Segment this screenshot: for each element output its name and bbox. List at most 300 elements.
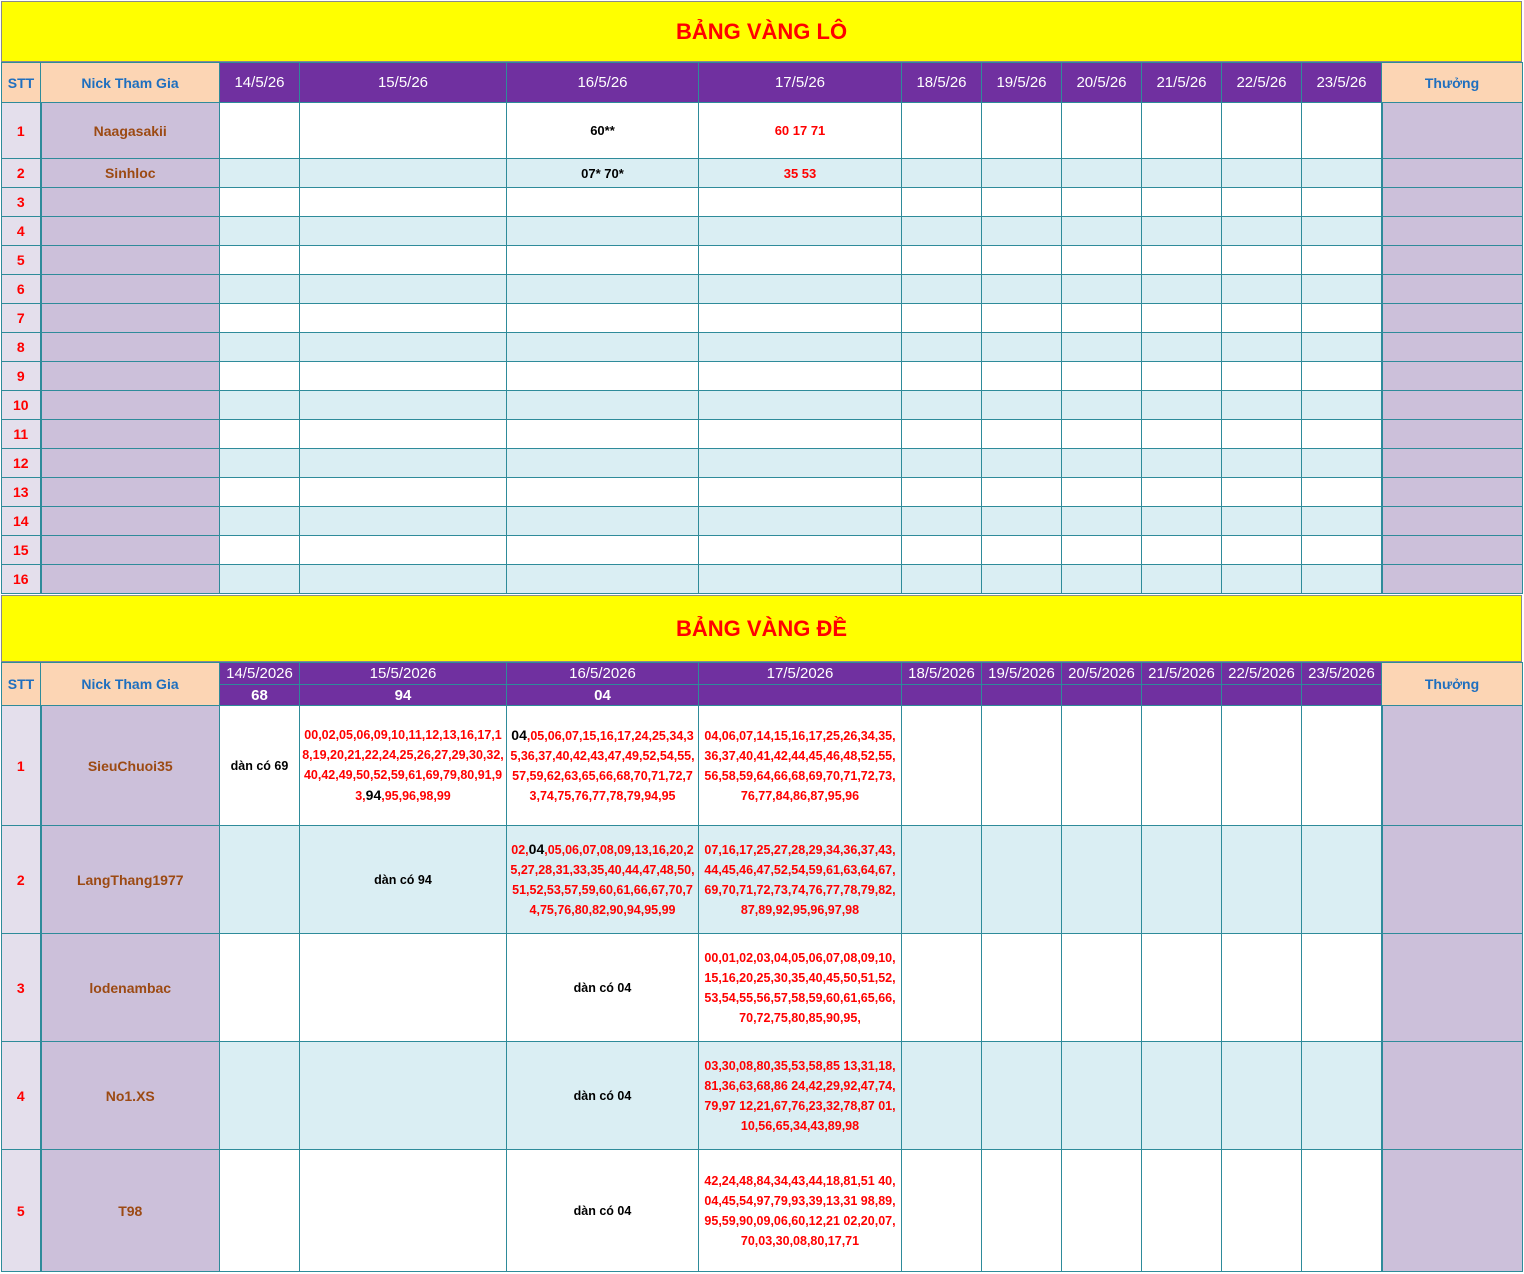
de-cell[interactable] (902, 934, 982, 1042)
de-cell[interactable] (1302, 1150, 1382, 1272)
lo-row-reward[interactable] (1382, 565, 1523, 594)
de-cell[interactable] (699, 1150, 902, 1272)
de-row (2, 934, 1523, 1042)
lo-cell[interactable] (1062, 333, 1142, 362)
de-cell[interactable] (1062, 826, 1142, 934)
de-header-date: 23/5/2026 (1302, 663, 1382, 685)
lo-cell[interactable] (982, 565, 1062, 594)
lo-cell[interactable] (300, 159, 507, 188)
de-row-reward[interactable] (1382, 1150, 1523, 1272)
de-cell[interactable] (982, 706, 1062, 826)
lo-row-stt: 4 (2, 217, 41, 246)
lo-cell[interactable] (300, 217, 507, 246)
lo-cell[interactable] (699, 507, 902, 536)
lo-cell[interactable] (699, 420, 902, 449)
de-header-date: 15/5/2026 (300, 663, 507, 685)
lo-title-text: BẢNG VÀNG LÔ (675, 18, 848, 44)
lo-cell[interactable] (1302, 275, 1382, 304)
lo-cell[interactable] (300, 246, 507, 275)
lo-cell[interactable] (300, 103, 507, 159)
lo-cell[interactable] (1062, 103, 1142, 159)
de-cell[interactable] (1142, 1042, 1222, 1150)
lo-cell[interactable] (699, 362, 902, 391)
de-cell[interactable] (902, 826, 982, 934)
de-cell[interactable] (699, 706, 902, 826)
lo-cell[interactable] (300, 362, 507, 391)
lo-cell[interactable] (1222, 246, 1302, 275)
de-header-date: 16/5/2026 (507, 663, 699, 685)
lo-cell[interactable] (1222, 391, 1302, 420)
lo-cell[interactable] (982, 507, 1062, 536)
lo-table (1, 62, 1523, 594)
de-cell[interactable] (507, 706, 699, 826)
de-cell[interactable] (300, 934, 507, 1042)
lo-cell[interactable] (1302, 304, 1382, 333)
lo-cell[interactable] (220, 159, 300, 188)
lo-row-stt: 14 (2, 507, 41, 536)
lo-row (2, 449, 1523, 478)
lo-cell[interactable] (220, 304, 300, 333)
lo-cell[interactable] (902, 478, 982, 507)
lo-cell[interactable] (1222, 103, 1302, 159)
lo-cell[interactable] (220, 536, 300, 565)
lo-cell[interactable] (1302, 536, 1382, 565)
de-header-date: 22/5/2026 (1222, 663, 1302, 685)
lo-row-nick (41, 391, 220, 420)
lo-cell[interactable] (1222, 159, 1302, 188)
de-cell[interactable] (300, 1042, 507, 1150)
lo-cell[interactable] (220, 565, 300, 594)
lo-row-stt: 9 (2, 362, 41, 391)
lo-cell[interactable] (982, 217, 1062, 246)
de-result-value (699, 685, 902, 706)
de-cell[interactable] (300, 1150, 507, 1272)
lo-cell[interactable] (300, 420, 507, 449)
lo-cell[interactable] (982, 159, 1062, 188)
de-cell[interactable] (1062, 1150, 1142, 1272)
lo-cell[interactable] (982, 449, 1062, 478)
lo-cell[interactable] (1062, 507, 1142, 536)
lo-cell[interactable] (1222, 449, 1302, 478)
lo-row-nick (41, 449, 220, 478)
lo-cell[interactable] (507, 188, 699, 217)
de-row-reward[interactable] (1382, 1042, 1523, 1150)
lo-cell[interactable] (507, 304, 699, 333)
lo-cell[interactable] (902, 565, 982, 594)
lo-cell[interactable] (220, 362, 300, 391)
de-cell-text: 00,01,02,03,04,05,06,07,08,09,10,15,16,20,25,30,35,40,45,50,51,52,53,54,55,56,57,58,59,60,61,65,66,70,72,75,80,85,90,95, (704, 950, 896, 1025)
lo-row-stt: 1 (2, 103, 41, 159)
de-cell[interactable] (1222, 706, 1302, 826)
lo-cell[interactable] (300, 275, 507, 304)
lo-cell[interactable] (1302, 333, 1382, 362)
lo-row (2, 420, 1523, 449)
lo-cell[interactable] (300, 536, 507, 565)
lo-row-reward[interactable] (1382, 246, 1523, 275)
lo-row-reward[interactable] (1382, 507, 1523, 536)
lo-cell[interactable] (982, 246, 1062, 275)
lo-header-date: 14/5/26 (220, 63, 300, 103)
lo-cell[interactable] (902, 449, 982, 478)
lo-cell[interactable] (1142, 275, 1222, 304)
lo-cell[interactable] (699, 333, 902, 362)
lo-cell[interactable] (1062, 391, 1142, 420)
lo-cell[interactable] (1062, 159, 1142, 188)
lo-cell[interactable] (699, 188, 902, 217)
lo-cell[interactable] (507, 333, 699, 362)
lo-cell[interactable] (699, 449, 902, 478)
lo-cell[interactable] (1302, 420, 1382, 449)
lo-cell[interactable] (1222, 565, 1302, 594)
lo-cell[interactable] (1222, 304, 1302, 333)
de-cell[interactable] (507, 826, 699, 934)
lo-header-date: 15/5/26 (300, 63, 507, 103)
lo-cell[interactable] (1302, 188, 1382, 217)
de-cell[interactable] (1222, 1042, 1302, 1150)
lo-cell[interactable] (1302, 565, 1382, 594)
lo-cell[interactable] (1222, 536, 1302, 565)
lo-cell[interactable] (1142, 333, 1222, 362)
de-cell[interactable] (1142, 826, 1222, 934)
de-cell[interactable] (1302, 706, 1382, 826)
de-row-reward[interactable] (1382, 826, 1523, 934)
de-row (2, 706, 1523, 826)
de-cell[interactable] (220, 826, 300, 934)
lo-cell[interactable] (1062, 275, 1142, 304)
lo-cell[interactable] (507, 391, 699, 420)
de-cell[interactable] (982, 934, 1062, 1042)
lo-cell[interactable] (982, 420, 1062, 449)
lo-row (2, 565, 1523, 594)
lo-cell[interactable] (902, 246, 982, 275)
de-result-value (1302, 685, 1382, 706)
de-cell[interactable] (699, 826, 902, 934)
de-header-row (2, 663, 1523, 685)
lo-cell[interactable] (1142, 536, 1222, 565)
lo-cell[interactable] (300, 333, 507, 362)
lo-cell[interactable] (982, 478, 1062, 507)
lo-header-date: 17/5/26 (699, 63, 902, 103)
de-cell-text: dàn có 94 (374, 872, 432, 887)
lo-row-nick (41, 420, 220, 449)
lo-row-reward[interactable] (1382, 449, 1523, 478)
de-row-nick: SieuChuoi35 (41, 706, 220, 826)
lo-cell[interactable] (507, 275, 699, 304)
lo-cell[interactable] (507, 362, 699, 391)
de-cell[interactable] (507, 1150, 699, 1272)
lo-row (2, 391, 1523, 420)
de-cell[interactable] (220, 1042, 300, 1150)
lo-row (2, 159, 1523, 188)
lo-cell[interactable] (1142, 420, 1222, 449)
lo-cell[interactable] (1302, 246, 1382, 275)
lo-cell[interactable] (507, 103, 699, 159)
lo-cell[interactable] (220, 275, 300, 304)
lo-cell[interactable] (1302, 391, 1382, 420)
lo-cell[interactable] (699, 304, 902, 333)
lo-row-reward[interactable] (1382, 304, 1523, 333)
lo-row (2, 275, 1523, 304)
de-header-stt: STT (2, 663, 41, 706)
de-cell[interactable] (699, 1042, 902, 1150)
lo-cell[interactable] (220, 217, 300, 246)
lo-cell[interactable] (902, 159, 982, 188)
de-row-reward[interactable] (1382, 934, 1523, 1042)
lo-cell[interactable] (982, 391, 1062, 420)
de-row (2, 1042, 1523, 1150)
de-cell[interactable] (699, 934, 902, 1042)
lo-cell[interactable] (300, 449, 507, 478)
lo-cell[interactable] (699, 159, 902, 188)
lo-row-stt: 2 (2, 159, 41, 188)
lo-cell[interactable] (1142, 507, 1222, 536)
lo-cell[interactable] (1142, 362, 1222, 391)
lo-cell[interactable] (507, 246, 699, 275)
lo-cell[interactable] (1142, 188, 1222, 217)
lo-cell[interactable] (1222, 420, 1302, 449)
lo-cell[interactable] (1062, 478, 1142, 507)
de-cell[interactable] (1222, 1150, 1302, 1272)
lo-cell[interactable] (507, 507, 699, 536)
lo-row-reward[interactable] (1382, 188, 1523, 217)
lo-cell[interactable] (699, 275, 902, 304)
lo-cell[interactable] (1302, 217, 1382, 246)
de-cell[interactable] (1062, 934, 1142, 1042)
lo-header-date: 22/5/26 (1222, 63, 1302, 103)
de-cell-text: 02, (511, 843, 529, 857)
de-row-nick: LangThang1977 (41, 826, 220, 934)
de-cell[interactable] (982, 1042, 1062, 1150)
lo-row-reward[interactable] (1382, 217, 1523, 246)
lo-cell[interactable] (902, 507, 982, 536)
lo-cell[interactable] (1062, 217, 1142, 246)
lo-cell[interactable] (220, 449, 300, 478)
lo-row-stt: 12 (2, 449, 41, 478)
de-cell[interactable] (1142, 934, 1222, 1042)
lo-cell[interactable] (1142, 103, 1222, 159)
lo-cell[interactable] (1302, 449, 1382, 478)
lo-cell[interactable] (1222, 217, 1302, 246)
lo-row-stt: 3 (2, 188, 41, 217)
lo-cell[interactable] (902, 536, 982, 565)
lo-row (2, 246, 1523, 275)
lo-cell[interactable] (902, 103, 982, 159)
lo-cell[interactable] (220, 188, 300, 217)
lo-cell[interactable] (699, 103, 902, 159)
lo-cell[interactable] (699, 391, 902, 420)
lo-cell[interactable] (1222, 275, 1302, 304)
lo-cell[interactable] (1302, 478, 1382, 507)
de-row-reward[interactable] (1382, 706, 1523, 826)
lo-cell[interactable] (300, 391, 507, 420)
de-cell[interactable] (1302, 934, 1382, 1042)
de-cell-text: dàn có 04 (573, 1203, 632, 1218)
de-row-stt: 4 (2, 1042, 41, 1150)
de-cell-text: ,05,06,07,08,09,13,16,20,25,27,28,31,33,35,40,44,47,48,50,51,52,53,57,59,60,61,66,67,70,74,75,76,80,82,90,94,95,99 (510, 843, 695, 917)
lo-cell[interactable] (507, 420, 699, 449)
lo-cell[interactable] (902, 275, 982, 304)
lo-cell[interactable] (982, 103, 1062, 159)
de-cell[interactable] (1222, 826, 1302, 934)
lo-cell[interactable] (507, 159, 699, 188)
lo-cell[interactable] (902, 362, 982, 391)
de-cell[interactable] (507, 1042, 699, 1150)
lo-cell[interactable] (1142, 246, 1222, 275)
de-cell[interactable] (1142, 1150, 1222, 1272)
lo-cell[interactable] (1062, 449, 1142, 478)
de-cell[interactable] (902, 1150, 982, 1272)
de-cell-text: dàn có 04 (573, 980, 632, 995)
de-cell[interactable] (1142, 706, 1222, 826)
lo-row-reward[interactable] (1382, 536, 1523, 565)
lo-cell[interactable] (1062, 246, 1142, 275)
lo-cell[interactable] (1222, 362, 1302, 391)
lo-row-nick (41, 217, 220, 246)
de-cell[interactable] (1302, 1042, 1382, 1150)
de-header-nick: Nick Tham Gia (41, 663, 220, 706)
lo-cell[interactable] (1142, 304, 1222, 333)
lo-row-reward[interactable] (1382, 275, 1523, 304)
lo-row-stt: 15 (2, 536, 41, 565)
lo-cell[interactable] (699, 536, 902, 565)
de-cell[interactable] (982, 1150, 1062, 1272)
lo-row-reward[interactable] (1382, 159, 1523, 188)
lo-cell[interactable] (220, 507, 300, 536)
lo-cell[interactable] (300, 565, 507, 594)
lo-cell[interactable] (902, 391, 982, 420)
lo-cell[interactable] (1142, 565, 1222, 594)
lo-cell[interactable] (220, 103, 300, 159)
lo-cell[interactable] (1062, 362, 1142, 391)
lo-cell[interactable] (220, 333, 300, 362)
lo-cell[interactable] (1062, 420, 1142, 449)
lo-cell[interactable] (1222, 478, 1302, 507)
de-cell-text: 42,24,48,84,34,43,44,18,81,51 40,04,45,54,97,79,93,39,13,31 98,89,95,59,90,09,06,60,12,21 02,20,07,70,03,30,08,80,17,71 (704, 1173, 896, 1248)
de-cell-text: 94 (365, 787, 382, 803)
de-cell-text: ,95,96,98,99 (381, 789, 451, 803)
lo-cell[interactable] (902, 420, 982, 449)
lo-header-date: 19/5/26 (982, 63, 1062, 103)
lo-row (2, 536, 1523, 565)
lo-cell[interactable] (507, 565, 699, 594)
lo-row-nick (41, 333, 220, 362)
lo-cell[interactable] (1222, 188, 1302, 217)
de-cell[interactable] (300, 706, 507, 826)
de-cell-text: 03,30,08,80,35,53,58,85 13,31,18,81,36,63,68,86 24,42,29,92,47,74,79,97 12,21,67,76,23,32,78,87 01,10,56,65,34,43,89,98 (704, 1058, 896, 1133)
de-cell[interactable] (902, 1042, 982, 1150)
lo-cell[interactable] (220, 420, 300, 449)
lo-cell[interactable] (300, 304, 507, 333)
lo-cell[interactable] (1142, 159, 1222, 188)
lo-cell[interactable] (902, 217, 982, 246)
lo-cell[interactable] (902, 304, 982, 333)
lo-row-reward[interactable] (1382, 103, 1523, 159)
lo-cell[interactable] (300, 478, 507, 507)
lo-cell[interactable] (220, 391, 300, 420)
de-cell[interactable] (902, 706, 982, 826)
lo-row-reward[interactable] (1382, 362, 1523, 391)
de-table (1, 662, 1523, 1272)
de-cell[interactable] (220, 1150, 300, 1272)
lo-cell[interactable] (1302, 103, 1382, 159)
lo-cell[interactable] (300, 188, 507, 217)
de-cell-text: ,05,06,07,15,16,17,24,25,34,35,36,37,40,42,43,47,49,52,54,55,57,59,62,63,65,66,68,70,71,72,73,74,75,76,77,78,79,94,95 (510, 729, 695, 803)
de-cell[interactable] (507, 934, 699, 1042)
lo-cell[interactable] (699, 246, 902, 275)
lo-row-stt: 10 (2, 391, 41, 420)
lo-cell[interactable] (982, 275, 1062, 304)
lo-cell[interactable] (982, 304, 1062, 333)
de-cell[interactable] (220, 706, 300, 826)
lo-cell[interactable] (1142, 449, 1222, 478)
de-result-value: 68 (220, 685, 300, 706)
lo-cell[interactable] (507, 478, 699, 507)
lo-cell[interactable] (1142, 478, 1222, 507)
lo-cell[interactable] (507, 449, 699, 478)
de-row-stt: 5 (2, 1150, 41, 1272)
lo-cell[interactable] (902, 188, 982, 217)
lo-cell[interactable] (699, 478, 902, 507)
lo-cell[interactable] (1302, 507, 1382, 536)
de-cell-text: 04 (528, 841, 545, 857)
lo-title (1, 1, 1522, 62)
lo-cell[interactable] (1142, 217, 1222, 246)
lo-cell[interactable] (699, 217, 902, 246)
lo-cell[interactable] (300, 507, 507, 536)
lo-cell[interactable] (982, 333, 1062, 362)
lo-row-stt: 7 (2, 304, 41, 333)
de-cell[interactable] (1062, 706, 1142, 826)
de-cell[interactable] (982, 826, 1062, 934)
lo-cell[interactable] (1222, 333, 1302, 362)
lo-cell[interactable] (982, 536, 1062, 565)
lo-cell[interactable] (699, 565, 902, 594)
lo-cell[interactable] (982, 188, 1062, 217)
lo-cell[interactable] (982, 362, 1062, 391)
lo-cell[interactable] (507, 217, 699, 246)
de-cell[interactable] (1302, 826, 1382, 934)
lo-cell[interactable] (220, 478, 300, 507)
lo-row-reward[interactable] (1382, 478, 1523, 507)
lo-cell[interactable] (1062, 188, 1142, 217)
lo-cell[interactable] (902, 333, 982, 362)
lo-cell[interactable] (507, 536, 699, 565)
de-title (1, 595, 1522, 662)
lo-row-reward[interactable] (1382, 420, 1523, 449)
lo-cell[interactable] (1062, 565, 1142, 594)
de-cell[interactable] (300, 826, 507, 934)
lo-cell[interactable] (1062, 304, 1142, 333)
lo-cell[interactable] (1302, 159, 1382, 188)
de-row-stt: 1 (2, 706, 41, 826)
de-cell[interactable] (1062, 1042, 1142, 1150)
de-cell[interactable] (220, 934, 300, 1042)
de-cell[interactable] (1222, 934, 1302, 1042)
lo-row-reward[interactable] (1382, 391, 1523, 420)
lo-cell[interactable] (1302, 362, 1382, 391)
lo-cell[interactable] (220, 246, 300, 275)
lo-row-nick (41, 507, 220, 536)
lo-row-nick (41, 304, 220, 333)
lo-row-nick (41, 565, 220, 594)
lo-cell[interactable] (1062, 536, 1142, 565)
de-row (2, 1150, 1523, 1272)
lo-cell[interactable] (1142, 391, 1222, 420)
lo-row-reward[interactable] (1382, 333, 1523, 362)
lo-header-nick: Nick Tham Gia (41, 63, 220, 103)
lo-header-row (2, 63, 1523, 103)
lo-cell[interactable] (1222, 507, 1302, 536)
